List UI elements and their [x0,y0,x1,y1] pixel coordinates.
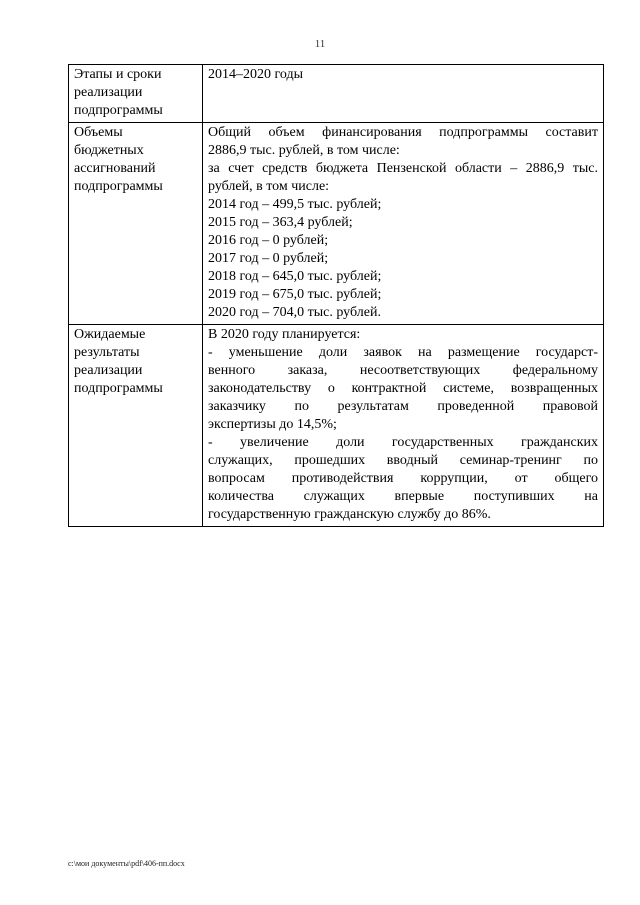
value-line: - увеличение доли государственных гражданских [208,435,598,450]
subprogram-passport-table [68,64,604,527]
value-line-year-2020: 2020 год – 704,0 тыс. рублей. [208,305,381,320]
value-line: - уменьшение доли заявок на размещение государст- [208,345,598,360]
value-line-year-2015: 2015 год – 363,4 рублей; [208,215,353,230]
value-line: 2014–2020 годы [208,67,304,82]
label-cell-stages [69,65,203,123]
value-line-year-2016: 2016 год – 0 рублей; [208,233,329,248]
value-cell-budget [203,123,604,325]
value-line-year-2018: 2018 год – 645,0 тыс. рублей; [208,269,382,284]
value-line: венного заказа, несоответствующих федеральному [208,363,598,378]
value-line: за счет средств бюджета Пензенской области – 2886,9 тыс. [208,161,598,176]
label-line: результаты [74,345,140,360]
label-cell-results [69,325,203,527]
value-line-year-2014: 2014 год – 499,5 тыс. рублей; [208,197,382,212]
label-line: Этапы и сроки [74,67,162,82]
label-line: подпрограммы [74,381,163,396]
label-line: реализации [74,85,143,100]
table-row-budget [69,123,604,325]
label-line: реализации [74,363,143,378]
value-line-year-2019: 2019 год – 675,0 тыс. рублей; [208,287,382,302]
footer-file-path: c:\мои документы\pdf\406-пп.docx [68,859,185,868]
value-line: государственную гражданскую службу до 86%. [208,507,491,522]
value-line: экспертизы до 14,5%; [208,417,337,432]
value-line: количества служащих впервые поступивших на [208,489,598,504]
label-line: подпрограммы [74,179,163,194]
value-cell-stages [203,65,604,123]
label-cell-budget [69,123,203,325]
value-cell-results [203,325,604,527]
value-line: рублей, в том числе: [208,179,330,194]
label-line: Ожидаемые [74,327,146,342]
value-line: вопросам противодействия коррупции, от общего [208,471,598,486]
table-row-stages [69,65,604,123]
value-line: законодательству о контрактной системе, возвращенных [208,381,598,396]
label-line: ассигнований [74,161,156,176]
value-line: В 2020 году планируется: [208,327,361,342]
label-line: бюджетных [74,143,144,158]
page-number: 11 [314,38,326,50]
label-line: Объемы [74,125,123,140]
value-line: 2886,9 тыс. рублей, в том числе: [208,143,400,158]
value-line: заказчику по результатам проведенной правовой [208,399,598,414]
label-line: подпрограммы [74,103,163,118]
table-row-results [69,325,604,527]
value-line: служащих, прошедших вводный семинар-тренинг по [208,453,598,468]
value-line: Общий объем финансирования подпрограммы составит [208,125,598,140]
value-line-year-2017: 2017 год – 0 рублей; [208,251,329,266]
